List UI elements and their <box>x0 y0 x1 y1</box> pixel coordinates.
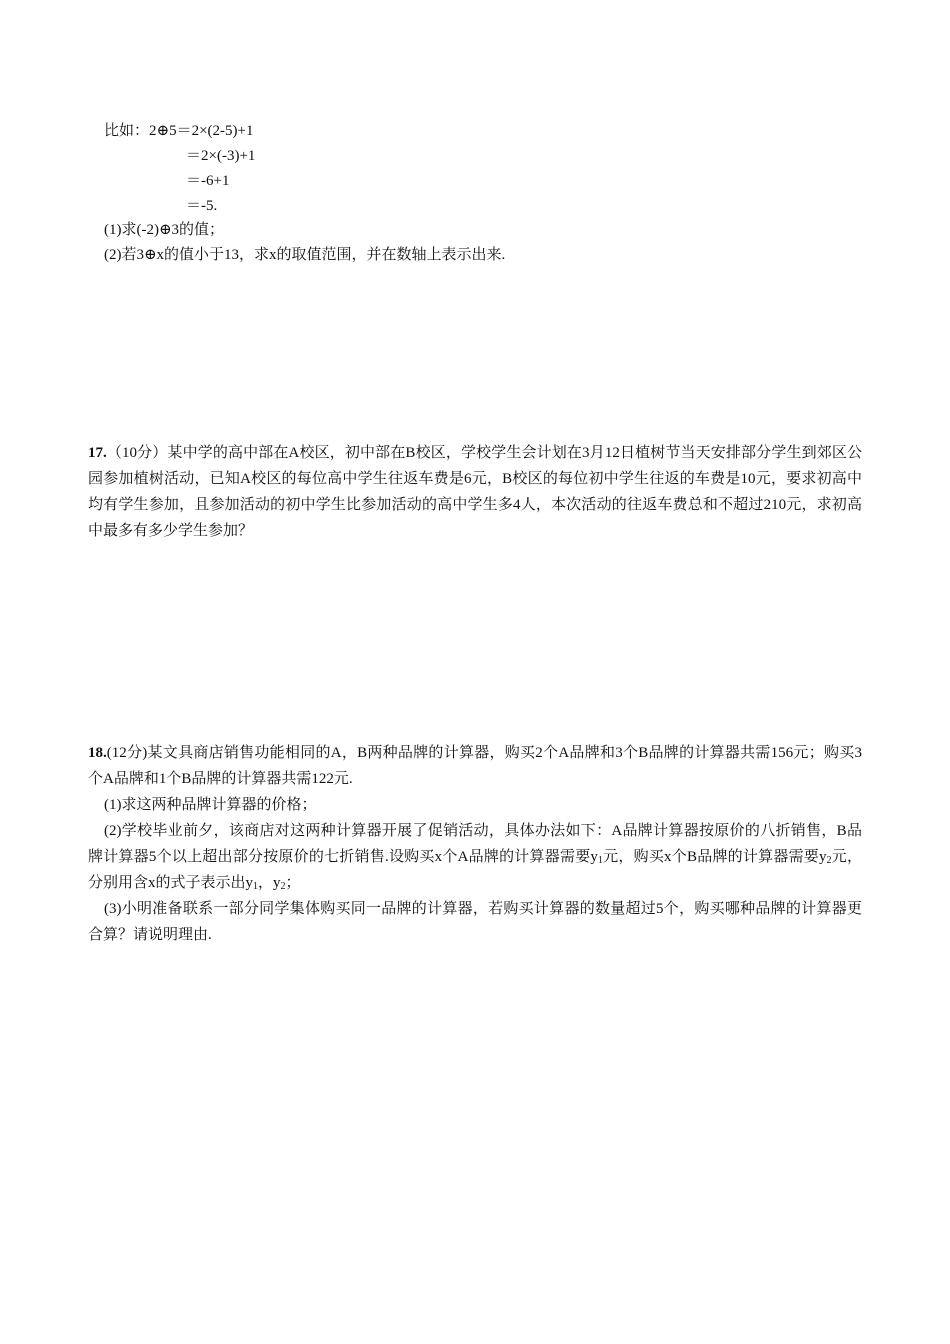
q18-sub-y2: 2 <box>826 855 832 866</box>
q16-part-2: (2)若3⊕x的值小于13，求x的取值范围，并在数轴上表示出来. <box>104 247 506 263</box>
q18-part-2-text-c: 元，分别用含x的式子表示出y <box>88 849 862 891</box>
q16-part-1: (1)求(-2)⊕3的值； <box>104 222 225 238</box>
q18-part-1: (1)求这两种品牌计算器的价格； <box>104 797 317 813</box>
q18-intro-block <box>88 740 862 792</box>
q17-text: （10分）某中学的高中部在A校区，初中部在B校区，学校学生会计划在3月12日植树节当天安排部分学生到郊区公园参加植树活动，已知A校区的每位高中学生往返车费是6元，B校区的每位初中学生往返的车费是10元，要求初高中均有学生参加，且参加活动的初中学生比参加活动的高中学生多4人，本次活动的往返车费总和不超过210元，求初高中最多有多少学生参加？ <box>88 445 862 539</box>
q18-sub-y1-b: 1 <box>253 881 259 892</box>
q18-sub-y1: 1 <box>597 855 603 866</box>
q18-part-2-text-d: ，y <box>258 875 281 891</box>
q16-example-line-4: ＝-5. <box>186 198 218 214</box>
q18-part-2-text-e: ； <box>285 875 301 891</box>
q18-part-3: (3)小明准备联系一部分同学集体购买同一品牌的计算器，若购买计算器的数量超过5个，购买哪种品牌的计算器更合算？请说明理由. <box>88 901 862 943</box>
q16-example-line-3: ＝-6+1 <box>186 173 230 189</box>
q17-block <box>88 440 862 544</box>
q18-part-2-text-a: (2)学校毕业前夕，该商店对这两种计算器开展了促销活动，具体办法如下：A品牌计算器按原价的八折销售，B品牌计算器5个以上超出部分按原价的七折销售.设购买x个A品牌的计算器需要y <box>88 823 862 865</box>
q18-sub-y2-b: 2 <box>280 881 286 892</box>
q17-number: 17. <box>88 445 107 461</box>
q16-example-line-1: 比如：2⊕5＝2×(2-5)+1 <box>104 123 254 139</box>
q18-part-2 <box>88 818 862 896</box>
q18-number: 18. <box>88 745 107 761</box>
q16-example-line-2: ＝2×(-3)+1 <box>186 148 256 164</box>
q18-part-2-text-b: 元，购买x个B品牌的计算器需要y <box>602 849 827 865</box>
q18-intro: (12分)某文具商店销售功能相同的A，B两种品牌的计算器，购买2个A品牌和3个B品牌的计算器共需156元；购买3个A品牌和1个B品牌的计算器共需122元. <box>88 745 862 787</box>
